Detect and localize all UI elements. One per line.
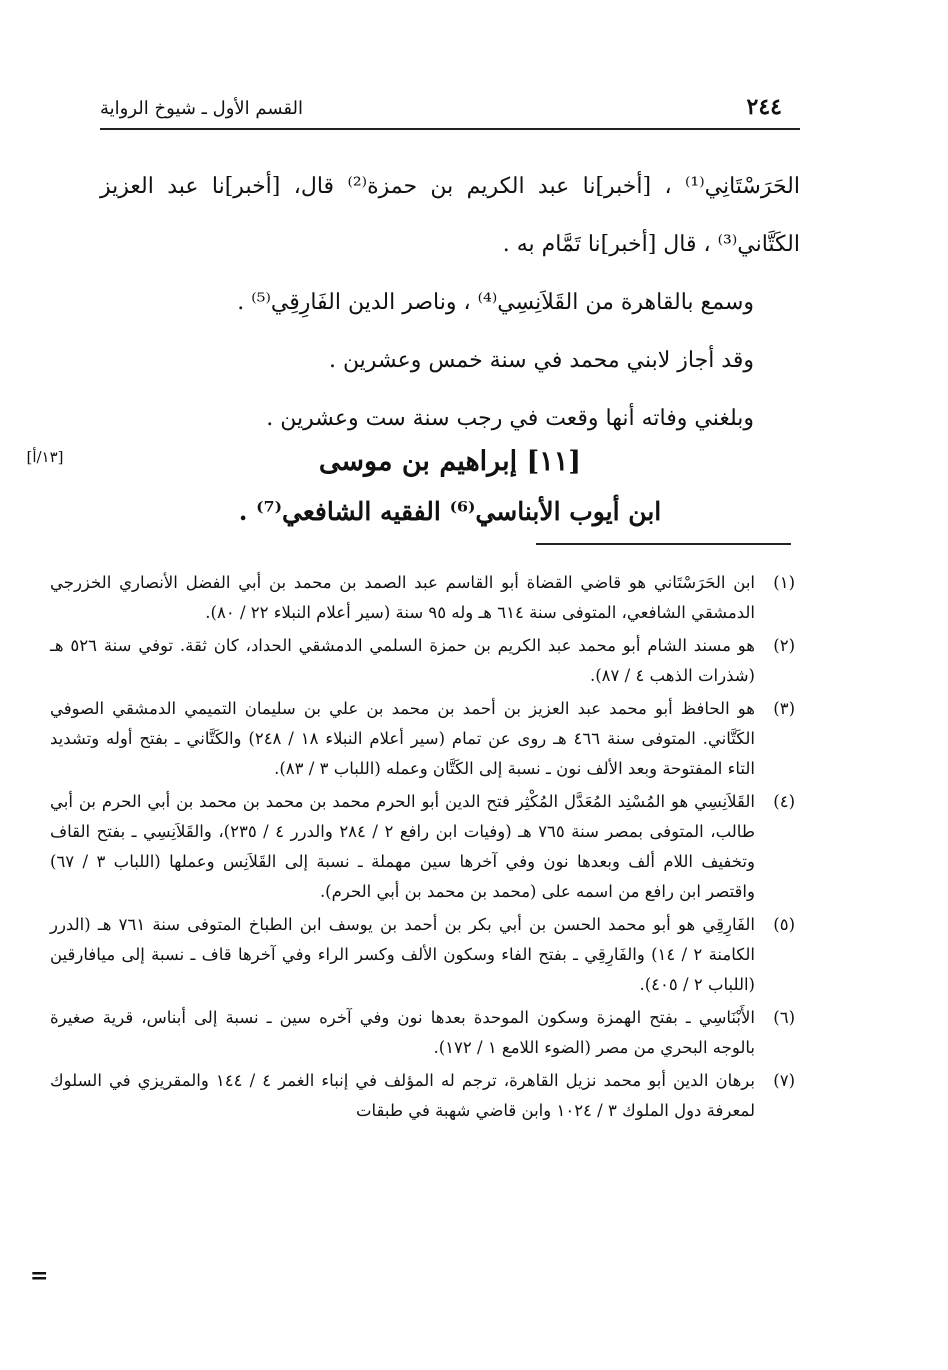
manuscript-folio-note: [١٣/أ] (26, 448, 64, 466)
footnote (50, 787, 795, 907)
footnote-text: ابن الحَرَسْتَاني هو قاضي القضاة أبو القاسم عبد الصمد بن محمد بن أبي الفضل الأنصاري الخزرجي الدمشقي الشافعي، المتوفى سنة ٦١٤ هـ وله ٩٥ سنة (سير أعلام النبلاء ٢٢ / ٨٠). (50, 573, 755, 622)
footnote-text: هو الحافظ أبو محمد عبد العزيز بن أحمد بن محمد بن علي بن سليمان التميمي الدمشقي الصوفي الكَتَّاني. المتوفى سنة ٤٦٦ هـ روى عن تمام (سير أعلام النبلاء ١٨ / ٢٤٨) والكَتَّاني ـ بفتح أوله وتشديد التاء المفتوحة وبعد الألف نون ـ نسبة إلى الكَتَّان وعمله (اللباب ٣ / ٨٣). (50, 699, 755, 778)
page-number: ٢٤٤ (746, 94, 782, 120)
entry-title: [١١] إبراهيم بن موسى (318, 446, 582, 477)
footnote-text: الفَارِقِي هو أبو محمد الحسن بن أبي بكر بن أحمد بن يوسف ابن الطباخ المتوفى سنة ٧٦١ هـ (الدرر الكامنة ٢ / ١٤) والفَارِقِي ـ بفتح الفاء وسكون الألف وكسر الراء وفي آخرها قاف ـ نسبة إلى ميافارقين (اللباب ٢ / ٤٠٥). (50, 915, 756, 994)
continuation-mark: = (30, 1263, 49, 1289)
footnote (50, 910, 795, 1000)
footnote-number: (٢) (773, 636, 795, 655)
footnote-number: (١) (773, 573, 795, 592)
footnote-number: (٥) (773, 915, 795, 934)
footnotes (50, 568, 795, 1129)
section-title: القسم الأول ـ شيوخ الرواية (100, 98, 304, 119)
footnote-number: (٣) (773, 699, 795, 718)
footnote-text: القَلاَنِسِي هو المُسْنِد المُعَدَّل المُكْثِر فتح الدين أبو الحرم محمد بن محمد بن محمد بن أبي الحرم بن أبي طالب، المتوفى بمصر سنة ٧٦٥ هـ (وفيات ابن رافع ٢ / ٢٨٤ والدرر ٤ / ٢٣٥)، والقَلاَنِسِي ـ بفتح القاف وتخفيف اللام ألف وبعدها نون وفي آخرها سين مهملة ـ نسبة إلى القَلاَنِس وعملها (اللباب ٣ / ٦٧) واقتصر ابن رافع من اسمه على (محمد بن محمد بن أبي الحرم). (50, 792, 755, 901)
paragraph-1: الحَرَسْتَانِي⁽¹⁾ ، [أخبر]نا عبد الكريم بن حمزة⁽²⁾ قال، [أخبر]نا عبد العزيز الكَتَّاني⁽³⁾ ، قال [أخبر]نا تَمَّام به . (100, 174, 800, 257)
footnote-text: برهان الدين أبو محمد نزيل القاهرة، ترجم له المؤلف في إنباء الغمر ٤ / ١٤٤ والمقريزي في السلوك لمعرفة دول الملوك ٣ / ١٠٢٤ وابن قاضي شهبة في طبقات (50, 1071, 755, 1120)
footnote (50, 568, 795, 628)
footnote-number: (٧) (773, 1071, 795, 1090)
running-header (100, 92, 800, 130)
footnote (50, 694, 795, 784)
footnote-divider (536, 543, 791, 545)
paragraph-4: وبلغني وفاته أنها وقعت في رجب سنة ست وعشرين . (266, 406, 754, 431)
paragraph-3: وقد أجاز لابني محمد في سنة خمس وعشرين . (328, 348, 754, 373)
paragraph-2: وسمع بالقاهرة من القَلاَنِسِي⁽⁴⁾ ، وناصر الدين الفَارِقِي⁽⁵⁾ . (237, 290, 754, 315)
entry-heading (100, 442, 800, 532)
footnote-number: (٤) (773, 792, 795, 811)
footnote-text: الأَبْنَاسِي ـ بفتح الهمزة وسكون الموحدة بعدها نون وفي آخره سين ـ نسبة إلى أبناس، قرية صغيرة بالوجه البحري من مصر (الضوء اللامع ١ / ١٧٢). (50, 1008, 755, 1057)
footnote-number: (٦) (773, 1008, 795, 1027)
footnote-text: هو مسند الشام أبو محمد عبد الكريم بن حمزة السلمي الدمشقي الحداد، كان ثقة. توفي سنة ٥٢٦ هـ (شذرات الذهب ٤ / ٨٧). (50, 636, 756, 685)
footnote (50, 1003, 795, 1063)
footnote (50, 1066, 795, 1126)
entry-subtitle: ابن أيوب الأبناسي⁽⁶⁾ الفقيه الشافعي⁽⁷⁾ . (238, 497, 662, 526)
footnote (50, 631, 795, 691)
main-text (100, 158, 800, 448)
